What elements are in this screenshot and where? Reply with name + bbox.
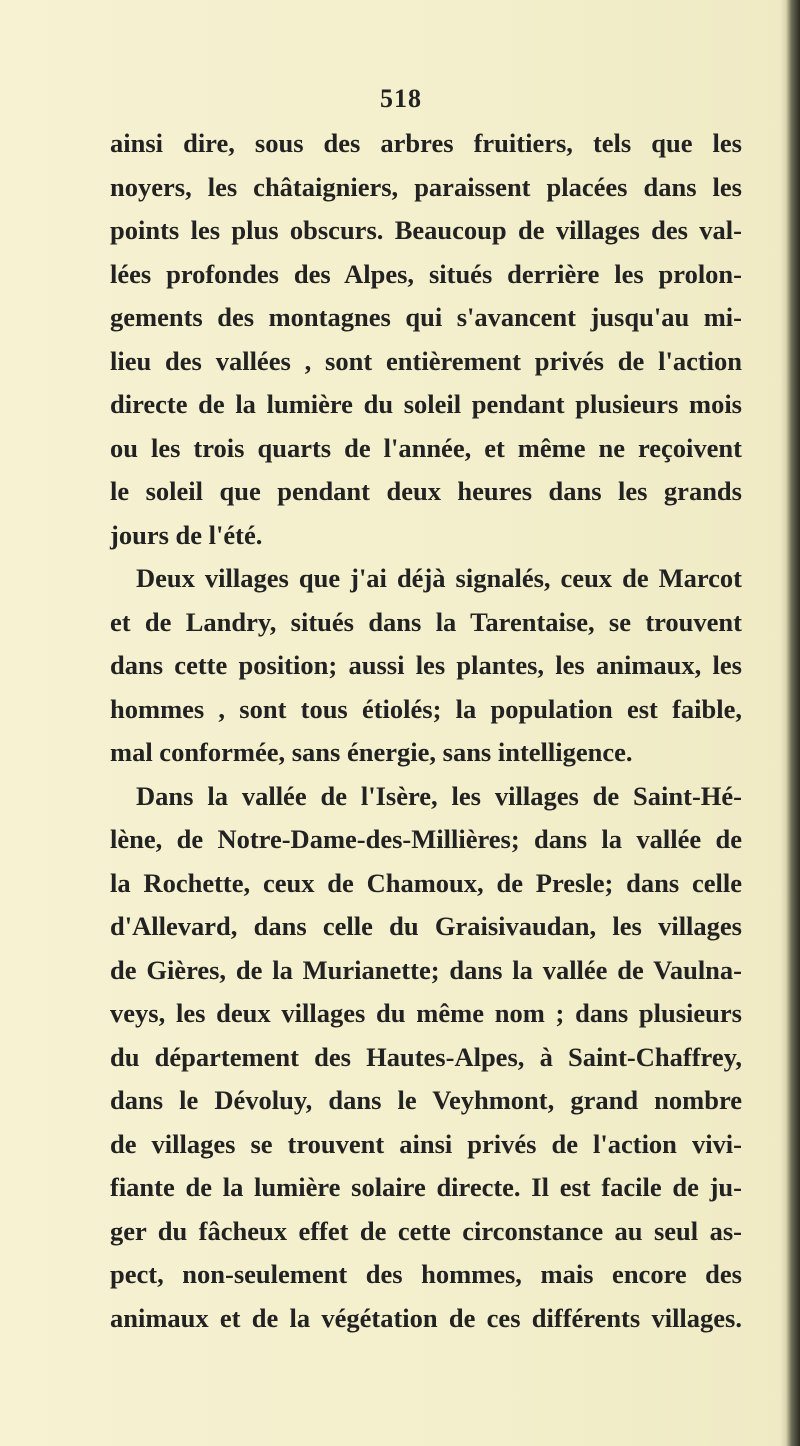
text-line: lées profondes des Alpes, situés derrière les prolon- (110, 258, 742, 289)
text-line: pect, non-seulement des hommes, mais encore des (110, 1259, 742, 1289)
text-line: la Rochette, ceux de Chamoux, de Presle; dans celle (110, 867, 742, 898)
page-number: 518 (380, 84, 422, 113)
text-line: veys, les deux villages du même nom ; dans plusieurs (110, 998, 742, 1028)
text-line: fiante de la lumière solaire directe. Il est facile de ju- (110, 1172, 742, 1202)
text-line: le soleil que pendant deux heures dans les grands (110, 476, 742, 506)
text-line: Dans la vallée de l'Isère, les villages de Saint-Hé- (136, 780, 742, 811)
text-line: et de Landry, situés dans la Tarentaise, se trouvent (110, 606, 742, 637)
text-line: jours de l'été. (110, 519, 263, 550)
text-line: lène, de Notre-Dame-des-Millières; dans la vallée de (110, 824, 742, 854)
text-line: ger du fâcheux effet de cette circonstance au seul as- (110, 1215, 742, 1246)
text-line: de Gières, de la Murianette; dans la vallée de Vaulna- (110, 954, 742, 985)
text-line: points les plus obscurs. Beaucoup de villages des val- (110, 215, 742, 245)
text-line: Deux villages que j'ai déjà signalés, ceux de Marcot (136, 563, 742, 593)
page-edge (786, 0, 800, 1446)
text-line: ainsi dire, sous des arbres fruitiers, tels que les (110, 128, 742, 158)
text-line: gements des montagnes qui s'avancent jusqu'au mi- (110, 302, 742, 332)
text-line: animaux et de la végétation de ces différents villages. (110, 1302, 742, 1333)
body-text (110, 122, 742, 1340)
text-line: hommes , sont tous étiolés; la population est faible, (110, 693, 742, 724)
text-line: ou les trois quarts de l'année, et même ne reçoivent (110, 432, 742, 463)
text-line: mal conformée, sans énergie, sans intelligence. (110, 737, 633, 767)
text-line: du département des Hautes-Alpes, à Saint-Chaffrey, (110, 1041, 742, 1072)
text-line: dans le Dévoluy, dans le Veyhmont, grand nombre (110, 1085, 742, 1115)
text-line: dans cette position; aussi les plantes, les animaux, les (110, 650, 742, 680)
text-line: directe de la lumière du soleil pendant plusieurs mois (110, 389, 742, 419)
text-line: de villages se trouvent ainsi privés de l'action vivi- (110, 1128, 742, 1159)
text-line: d'Allevard, dans celle du Graisivaudan, les villages (110, 911, 742, 941)
text-line: lieu des vallées , sont entièrement privés de l'action (110, 345, 742, 376)
text-line: noyers, les châtaigniers, paraissent placées dans les (110, 171, 742, 202)
